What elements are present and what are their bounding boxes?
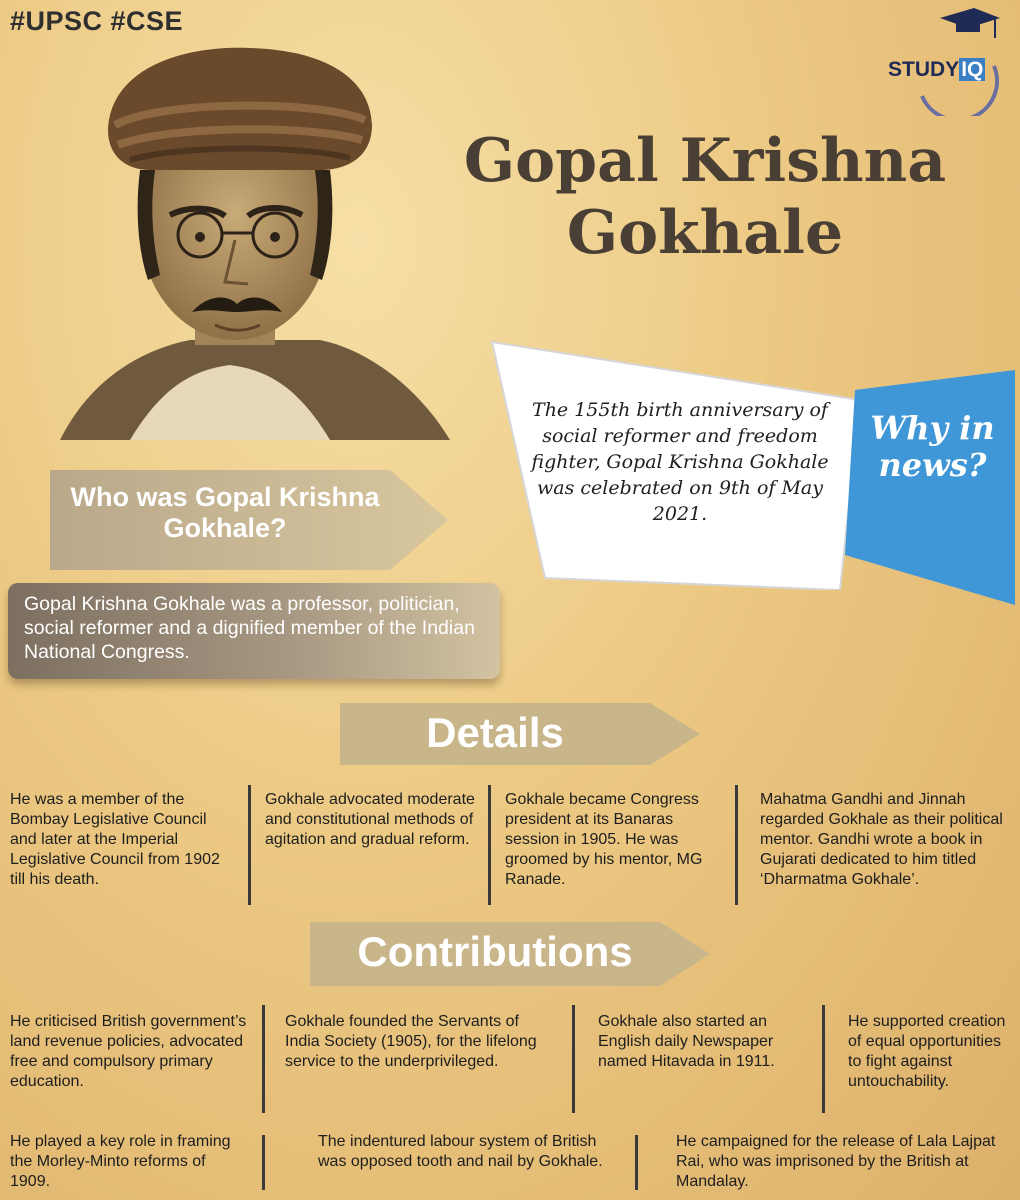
divider [635,1135,638,1190]
title-line-1: Gopal Krishna [463,126,947,196]
graduation-cap-icon [940,8,1000,38]
divider [248,785,251,905]
logo-study: STUDY [888,58,960,81]
studyiq-logo [882,6,1002,116]
details-item-3: Gokhale became Congress president at its Banaras session in 1905. He was groomed by his mentor, MG Ranade. [505,791,703,888]
contributions-heading: Contributions [357,928,633,975]
logo-iq: IQ [961,58,984,81]
contribution-item-6: The indentured labour system of British was opposed tooth and nail by Gokhale. [318,1133,603,1170]
contribution-item-4: He supported creation of equal opportunities to fight against untouchability. [848,1013,1006,1090]
why-in-news-label: Why in news? [870,409,995,484]
hashtags: #UPSC #CSE [10,6,184,36]
who-was-heading: Who was Gopal Krishna Gokhale? [70,482,380,543]
details-heading: Details [426,709,564,756]
who-description: Gopal Krishna Gokhale was a professor, politician, social reformer and a dignified member of the Indian National Congress. [24,593,475,663]
contribution-item-2: Gokhale founded the Servants of India Society (1905), for the lifelong service to the underprivileged. [285,1013,537,1070]
contribution-item-5: He played a key role in framing the Morley-Minto reforms of 1909. [10,1133,231,1190]
divider [822,1005,825,1113]
why-box-shape [845,370,1015,605]
news-text: The 155th birth anniversary of social reformer and freedom fighter, Gopal Krishna Gokhale was celebrated on 9th of May 2021. [531,399,829,525]
page-title [400,125,1010,269]
divider [262,1005,265,1113]
divider [262,1135,265,1190]
divider [488,785,491,905]
gokhale-portrait [20,20,450,440]
divider [572,1005,575,1113]
title-line-2: Gokhale [566,198,844,268]
contribution-item-7: He campaigned for the release of Lala Lajpat Rai, who was imprisoned by the British at Mandalay. [676,1133,996,1190]
details-item-1: He was a member of the Bombay Legislative Council and later at the Imperial Legislative Council from 1902 till his death. [10,791,220,888]
details-item-2: Gokhale advocated moderate and constitutional methods of agitation and gradual reform. [265,791,475,848]
contribution-item-1: He criticised British government’s land revenue policies, advocated free and compulsory primary education. [10,1013,247,1090]
divider [735,785,738,905]
details-item-4: Mahatma Gandhi and Jinnah regarded Gokhale as their political mentor. Gandhi wrote a book in Gujarati dedicated to him titled ‘Dharmatma Gokhale’. [760,791,1003,888]
contribution-item-3: Gokhale also started an English daily Newspaper named Hitavada in 1911. [598,1013,775,1070]
